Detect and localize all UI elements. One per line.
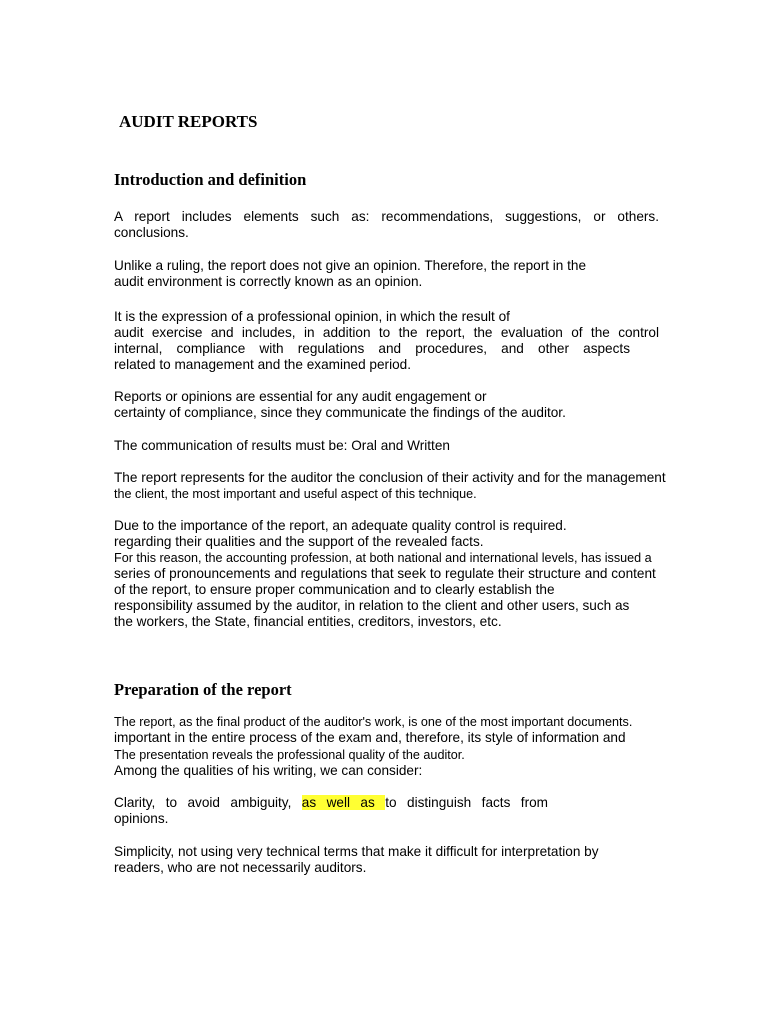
- paragraph-line: Among the qualities of his writing, we can consider:: [114, 763, 423, 778]
- paragraph-line: A report includes elements such as: recommendations, suggestions, or others.: [114, 209, 659, 224]
- paragraph-line: readers, who are not necessarily auditors.: [114, 860, 367, 875]
- paragraph-line: series of pronouncements and regulations that seek to regulate their structure and content: [114, 566, 656, 581]
- paragraph-line: of the report, to ensure proper communication and to clearly establish the: [114, 582, 555, 597]
- paragraph-line: conclusions.: [114, 225, 189, 240]
- clarity-text-after: to distinguish facts from: [385, 795, 548, 810]
- paragraph-line: responsibility assumed by the auditor, in relation to the client and other users, such as: [114, 598, 630, 613]
- paragraph-line: The communication of results must be: Oral and Written: [114, 438, 450, 453]
- paragraph-line: audit exercise and includes, in addition to the report, the evaluation of the control: [114, 325, 659, 340]
- paragraph-line: certainty of compliance, since they communicate the findings of the auditor.: [114, 405, 566, 420]
- paragraph-line: For this reason, the accounting profession, at both national and international levels, has issued a: [114, 551, 652, 565]
- paragraph-line: Due to the importance of the report, an adequate quality control is required.: [114, 518, 567, 533]
- document-title: AUDIT REPORTS: [119, 112, 258, 131]
- paragraph-line: Unlike a ruling, the report does not give an opinion. Therefore, the report in the: [114, 258, 587, 273]
- paragraph-line: internal, compliance with regulations and procedures, and other aspects: [114, 341, 630, 356]
- paragraph-line: the client, the most important and useful aspect of this technique.: [114, 487, 477, 501]
- section-heading-preparation: Preparation of the report: [114, 680, 292, 699]
- paragraph-line: the workers, the State, financial entities, creditors, investors, etc.: [114, 614, 502, 629]
- paragraph-line: related to management and the examined period.: [114, 357, 411, 372]
- paragraph-line: The presentation reveals the professional quality of the auditor.: [114, 748, 465, 762]
- clarity-line: [114, 795, 548, 811]
- paragraph-line: important in the entire process of the exam and, therefore, its style of information and: [114, 730, 626, 745]
- paragraph-line: Reports or opinions are essential for any audit engagement or: [114, 389, 487, 404]
- paragraph-line: audit environment is correctly known as an opinion.: [114, 274, 423, 289]
- clarity-text-before: Clarity, to avoid ambiguity,: [114, 795, 302, 810]
- paragraph-line: It is the expression of a professional opinion, in which the result of: [114, 309, 510, 324]
- paragraph-line: Simplicity, not using very technical terms that make it difficult for interpretation by: [114, 844, 599, 859]
- section-heading-introduction: Introduction and definition: [114, 170, 307, 189]
- paragraph-line: opinions.: [114, 811, 169, 826]
- highlighted-text: as well as: [301, 795, 386, 810]
- paragraph-line: regarding their qualities and the support of the revealed facts.: [114, 534, 484, 549]
- paragraph-line: The report, as the final product of the auditor's work, is one of the most important documents.: [114, 715, 633, 729]
- paragraph-line: The report represents for the auditor the conclusion of their activity and for the management: [114, 470, 666, 485]
